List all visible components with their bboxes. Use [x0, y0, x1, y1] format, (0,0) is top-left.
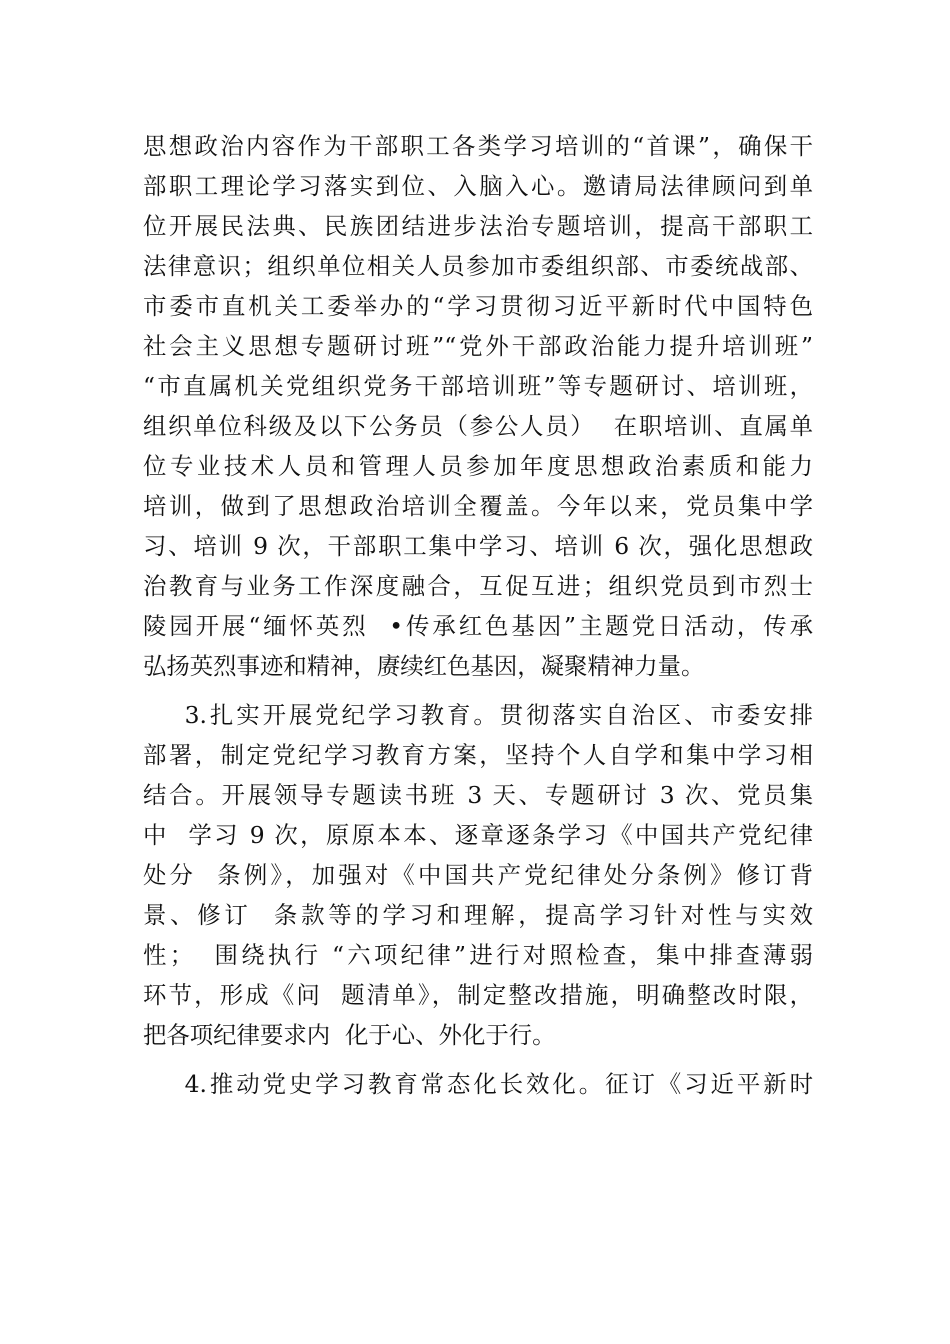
text-line: “市直属机关党组织党务干部培训班”等专题研讨、培训班，: [143, 372, 813, 400]
text-line: 3.扎实开展党纪学习教育。贯彻落实自治区、市委安排: [143, 701, 813, 729]
document-body: [143, 126, 813, 1104]
text-line: 习、培训 9 次，干部职工集中学习、培训 6 次，强化思想政: [143, 532, 813, 560]
text-line: 市委市直机关工委举办的“学习贯彻习近平新时代中国特色: [143, 292, 813, 320]
paragraph-3: [143, 1064, 813, 1104]
text-line: 位专业技术人员和管理人员参加年度思想政治素质和能力: [143, 452, 813, 480]
text-line: 社会主义思想专题研讨班”“党外干部政治能力提升培训班”: [143, 332, 813, 360]
text-line: 治教育与业务工作深度融合，互促互进；组织党员到市烈士: [143, 572, 813, 600]
text-line: 弘扬英烈事迹和精神，赓续红色基因，凝聚精神力量。: [143, 652, 705, 680]
text-line: 部职工理论学习落实到位、入脑入心。邀请局法律顾问到单: [143, 172, 813, 200]
text-line: 培训，做到了思想政治培训全覆盖。今年以来，党员集中学: [143, 492, 813, 520]
text-line: 法律意识；组织单位相关人员参加市委组织部、市委统战部、: [143, 252, 813, 280]
paragraph-2: [143, 695, 813, 1055]
text-line: 中 学习 9 次，原原本本、逐章逐条学习《中国共产党纪律: [143, 821, 813, 849]
paragraph-1: [143, 126, 813, 686]
text-line: 组织单位科级及以下公务员（参公人员） 在职培训、直属单: [143, 412, 813, 440]
text-line: 陵园开展“缅怀英烈 •传承红色基因”主题党日活动，传承: [143, 612, 813, 640]
text-line: 景、修订 条款等的学习和理解，提高学习针对性与实效: [143, 901, 813, 929]
text-line: 处分 条例》，加强对《中国共产党纪律处分条例》修订背: [143, 861, 813, 889]
text-line: 把各项纪律要求内 化于心、外化于行。: [143, 1021, 556, 1049]
text-line: 4.推动党史学习教育常态化长效化。征订《习近平新时: [143, 1070, 813, 1098]
text-line: 环节，形成《问 题清单》，制定整改措施，明确整改时限，: [143, 981, 813, 1009]
text-line: 位开展民法典、民族团结进步法治专题培训，提高干部职工: [143, 212, 813, 240]
text-line: 思想政治内容作为干部职工各类学习培训的“首课”，确保干: [143, 132, 813, 160]
text-line: 结合。开展领导专题读书班 3 天、专题研讨 3 次、党员集: [143, 781, 813, 809]
text-line: 性； 围绕执行 “六项纪律”进行对照检查，集中排查薄弱: [143, 941, 813, 969]
text-line: 部署，制定党纪学习教育方案，坚持个人自学和集中学习相: [143, 741, 813, 769]
